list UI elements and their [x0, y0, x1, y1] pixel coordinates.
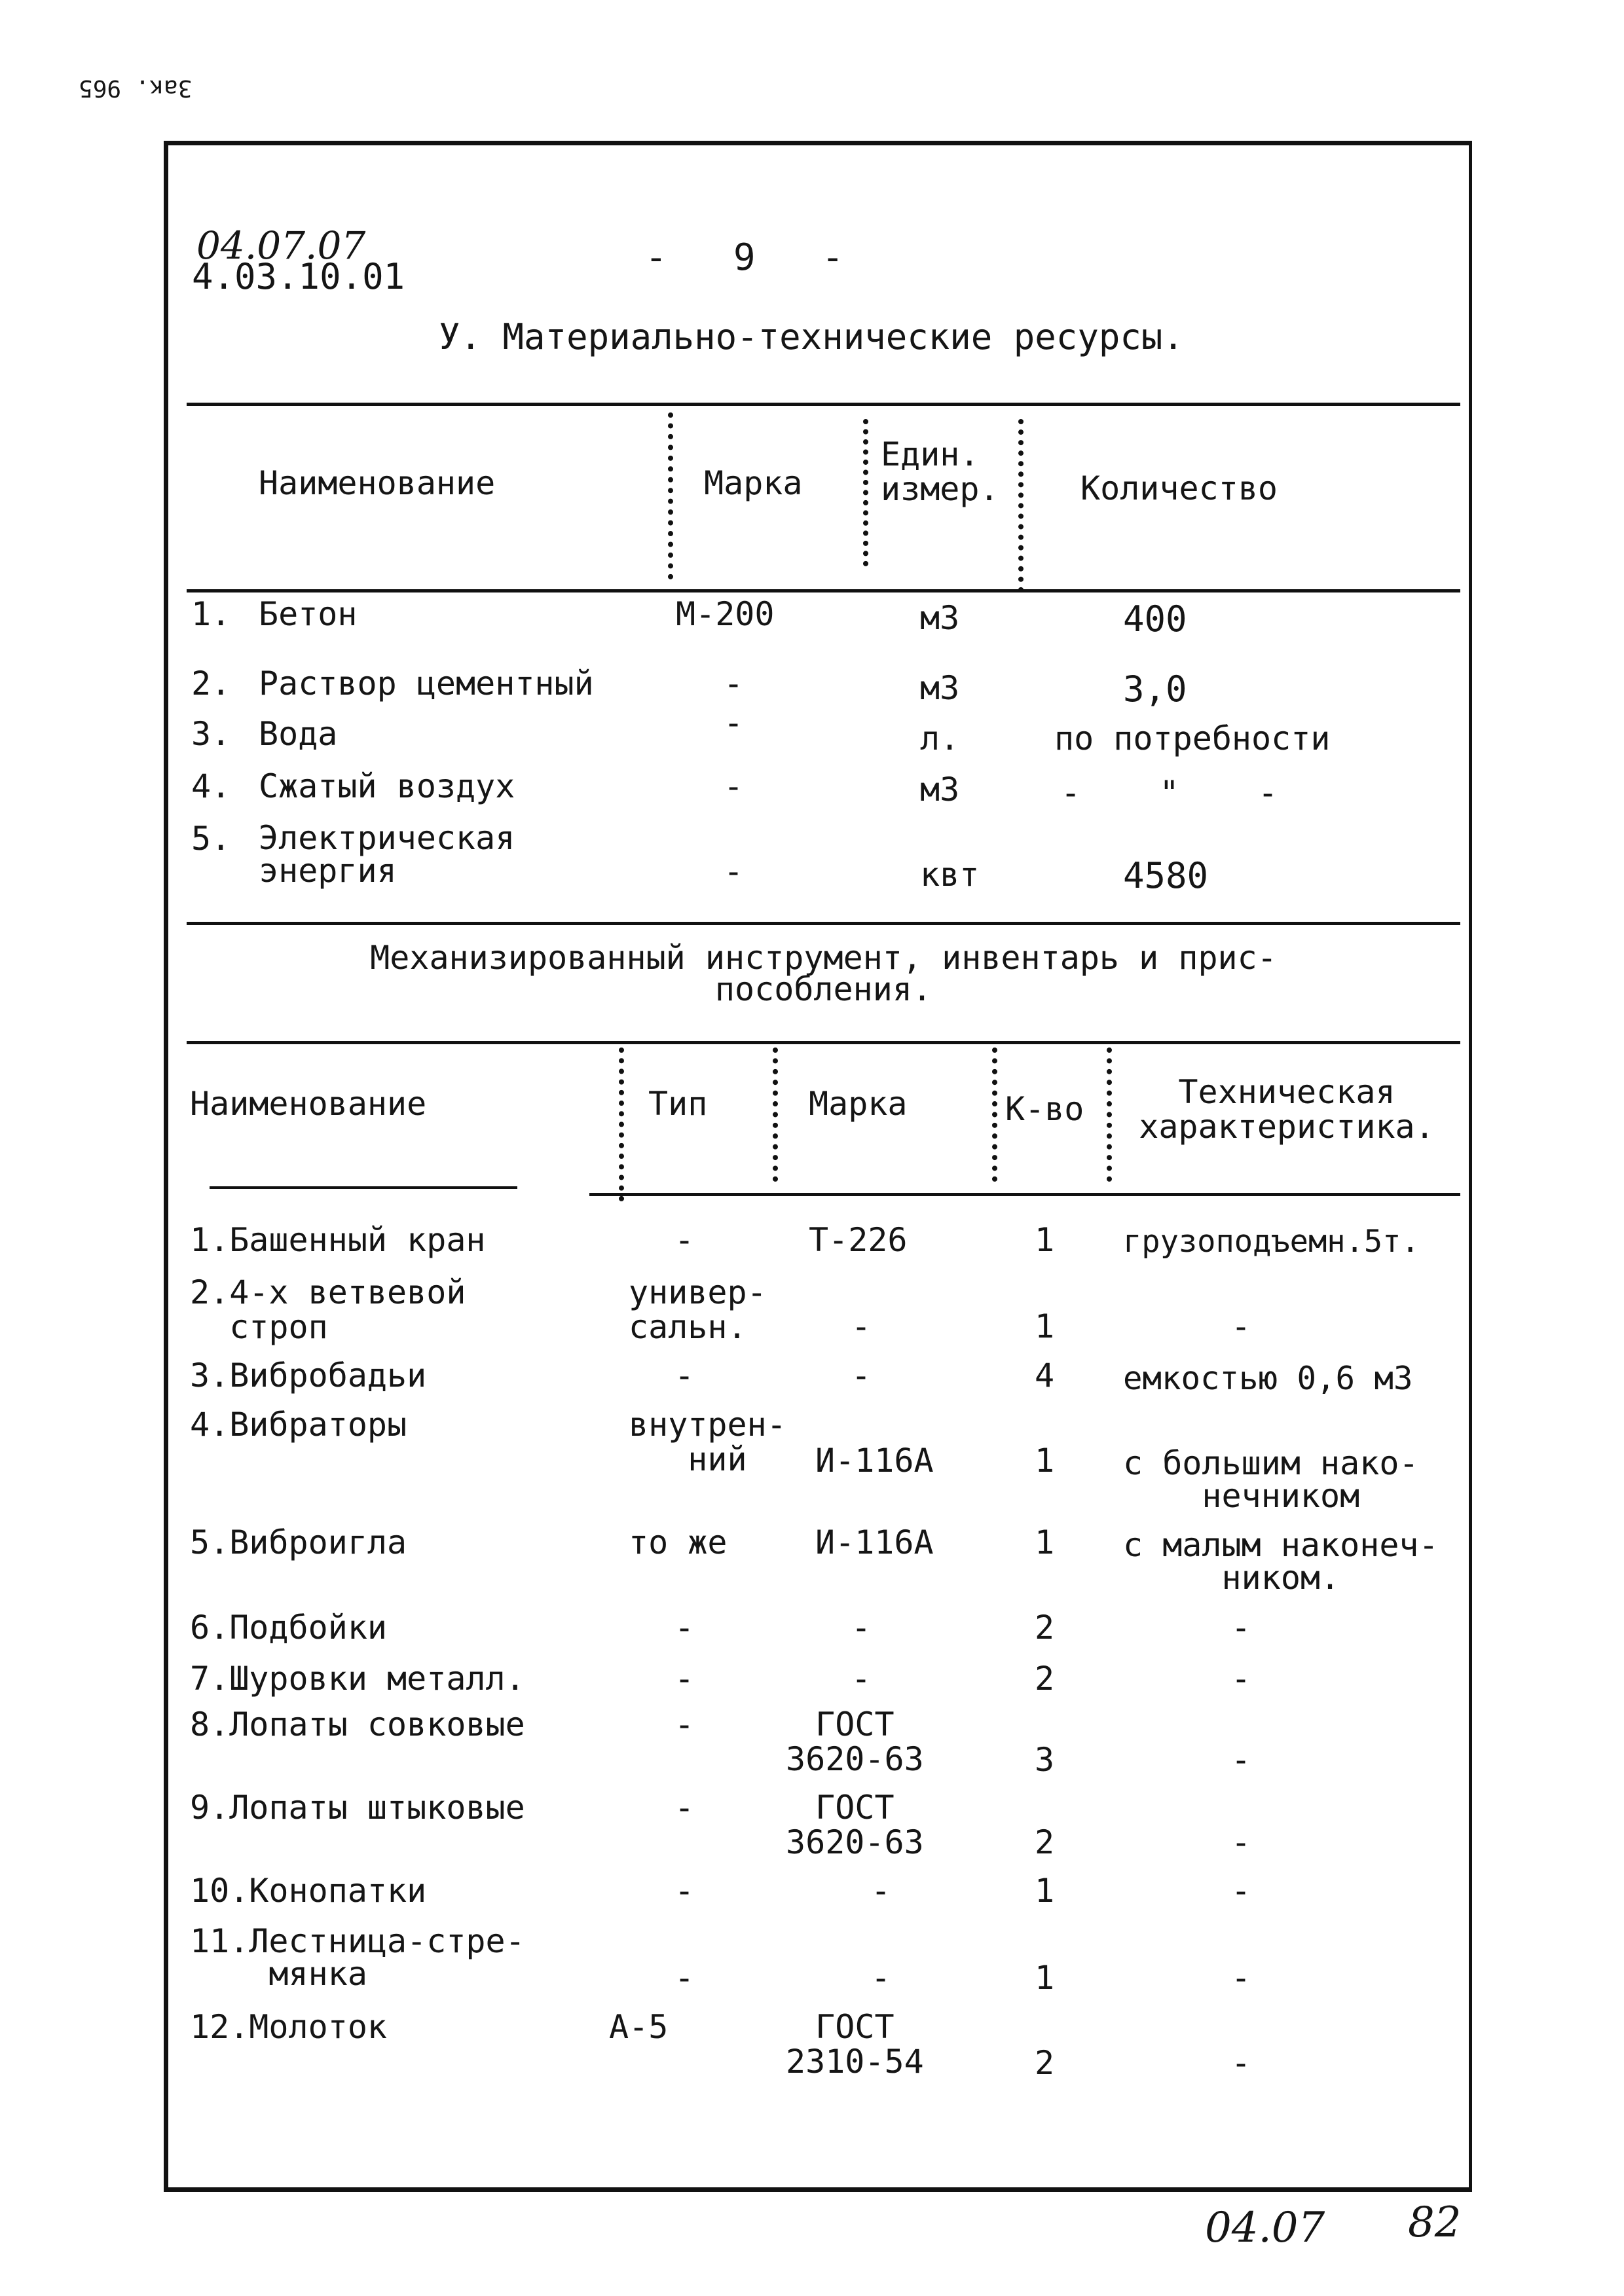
tools-row-qty: 1	[1035, 1442, 1055, 1480]
materials-row-unit: м3	[920, 771, 960, 809]
tools-row-qty: 1	[1035, 1959, 1055, 1997]
tools-row-mark: -	[851, 1357, 872, 1394]
materials-row-quantity: по потребности	[1054, 720, 1331, 757]
tools-row-type: А-5	[609, 2008, 669, 2046]
col-divider	[619, 1048, 633, 1201]
materials-row-mark: -	[724, 665, 744, 702]
tools-row-qty: 1	[1035, 1221, 1055, 1259]
tools-table-top-rule	[187, 1041, 1460, 1044]
col-divider	[1018, 419, 1033, 592]
materials-row-quantity: - " -	[1061, 774, 1278, 812]
col-divider	[863, 419, 877, 566]
tools-row-mark: -	[871, 1959, 891, 1997]
materials-row-name: Бетон	[259, 595, 358, 633]
tools-row-qty: 2	[1035, 2044, 1055, 2082]
tools-row-type: внутрен- ний	[629, 1406, 786, 1478]
materials-row-unit: м3	[920, 599, 960, 637]
materials-row-number: 4.	[191, 767, 231, 805]
tools-row-type: то же	[629, 1523, 728, 1561]
materials-row-number: 5.	[191, 820, 231, 858]
materials-row-number: 1.	[191, 595, 231, 633]
tools-row-mark: И-116А	[815, 1523, 934, 1561]
materials-row-mark: -	[724, 852, 744, 890]
order-mark: Зак. 965	[79, 74, 193, 101]
tools-row-mark: ГОСТ 3620-63	[786, 1705, 924, 1778]
col-divider	[668, 412, 682, 579]
tools-header-type: Тип	[648, 1085, 708, 1123]
tools-row-qty: 1	[1035, 1872, 1055, 1910]
tools-row-name: 3.Вибробадьи	[190, 1357, 427, 1394]
materials-row-name: Сжатый воздух	[259, 767, 515, 805]
tools-row-name: 11.Лестница-стре- мянка	[190, 1922, 525, 1993]
tools-row-type: -	[674, 1789, 695, 1827]
tools-row-qty: 4	[1035, 1357, 1055, 1394]
tools-row-name: 6.Подбойки	[190, 1609, 388, 1647]
tools-row-qty: 3	[1035, 1741, 1055, 1779]
materials-header-unit: Един. измер.	[881, 435, 999, 508]
materials-row-name: Вода	[259, 715, 338, 753]
materials-row-name: Раствор цементный	[259, 665, 594, 702]
tools-row-name: 9.Лопаты штыковые	[190, 1789, 525, 1827]
tools-header-rule	[589, 1193, 1460, 1196]
tools-row-name: 8.Лопаты совковые	[190, 1705, 525, 1743]
footer-page-number: 82	[1408, 2198, 1462, 2247]
materials-table-top-rule	[187, 403, 1460, 406]
handwritten-code: 04.07.07	[196, 223, 366, 268]
tools-header-name: Наименование	[190, 1085, 427, 1123]
materials-header-quantity: Количество	[1080, 469, 1278, 507]
tools-row-name: 10.Конопатки	[190, 1872, 427, 1910]
tools-row-qty: 2	[1035, 1609, 1055, 1647]
materials-row-name: Электрическая энергия	[259, 819, 515, 890]
materials-row-number: 3.	[191, 715, 231, 753]
tools-row-qty: 1	[1035, 1307, 1055, 1345]
tools-row-name: 1.Башенный кран	[190, 1221, 486, 1259]
materials-row-mark: М-200	[676, 595, 775, 633]
col-divider	[992, 1048, 1006, 1182]
tools-row-spec: -	[1231, 1609, 1251, 1647]
materials-row-quantity: 400	[1123, 598, 1187, 640]
tools-row-type: универ- сальн.	[629, 1273, 767, 1346]
tools-row-spec: с большим нако- нечником	[1123, 1444, 1419, 1515]
materials-header-rule	[187, 589, 1460, 592]
materials-row-mark: -	[724, 767, 744, 805]
tools-row-type: -	[674, 1959, 695, 1997]
tools-row-name: 7.Шуровки металл.	[190, 1660, 525, 1698]
tools-row-mark: ГОСТ 2310-54	[786, 2008, 924, 2081]
tools-row-spec: -	[1231, 1660, 1251, 1698]
tools-row-type: -	[674, 1872, 695, 1910]
tools-row-spec: емкостью 0,6 м3	[1123, 1360, 1413, 1397]
tools-row-mark: ГОСТ 3620-63	[786, 1789, 924, 1861]
tools-header-mark: Марка	[809, 1085, 908, 1123]
tools-row-type: -	[674, 1357, 695, 1394]
tools-row-spec: -	[1231, 1741, 1251, 1779]
tools-row-spec: -	[1231, 1823, 1251, 1861]
materials-header-name: Наименование	[259, 464, 496, 502]
tools-row-spec: -	[1231, 1872, 1251, 1910]
tools-header-spec: Техническая характеристика.	[1139, 1073, 1435, 1146]
col-divider	[773, 1048, 787, 1182]
doc-code: 4.03.10.01	[192, 256, 405, 297]
tools-row-qty: 2	[1035, 1660, 1055, 1698]
materials-row-number: 2.	[191, 665, 231, 702]
materials-header-mark: Марка	[704, 464, 803, 502]
tools-row-spec: -	[1231, 1959, 1251, 1997]
tools-row-name: 4.Вибраторы	[190, 1406, 407, 1444]
materials-row-mark: -	[724, 704, 744, 742]
tools-row-spec: -	[1231, 2044, 1251, 2082]
footer-code: 04.07	[1205, 2204, 1325, 2252]
tools-header-qty: К-во	[1005, 1090, 1084, 1128]
tools-row-type: -	[674, 1660, 695, 1698]
tools-row-mark: И-116А	[815, 1442, 934, 1480]
tools-row-qty: 1	[1035, 1523, 1055, 1561]
tools-row-spec: грузоподъемн.5т.	[1123, 1224, 1420, 1260]
materials-row-quantity: 3,0	[1123, 668, 1187, 710]
tools-row-mark: -	[851, 1660, 872, 1698]
tools-row-type: -	[674, 1705, 695, 1743]
tools-row-qty: 2	[1035, 1823, 1055, 1861]
materials-row-unit: квт	[920, 856, 980, 894]
tools-row-mark: Т-226	[809, 1221, 908, 1259]
materials-table-bottom-rule	[187, 922, 1460, 925]
tools-row-spec: -	[1231, 1307, 1251, 1345]
tools-row-mark: -	[871, 1872, 891, 1910]
tools-row-name: 12.Молоток	[190, 2008, 388, 2046]
materials-row-unit: л.	[920, 720, 960, 757]
section-title: У. Материально-технические ресурсы.	[439, 316, 1184, 357]
tools-row-type: -	[674, 1609, 695, 1647]
materials-row-unit: м3	[920, 669, 960, 707]
tools-row-spec: с малым наконеч- ником.	[1123, 1526, 1439, 1597]
tools-row-mark: -	[851, 1307, 872, 1345]
tools-row-type: -	[674, 1221, 695, 1259]
materials-row-quantity: 4580	[1123, 855, 1209, 896]
tools-row-name: 2.4-х ветвевой строп	[190, 1273, 466, 1346]
tools-row-mark: -	[851, 1609, 872, 1647]
tools-section-title: Механизированный инструмент, инвентарь и прис- пособления.	[370, 939, 1277, 1008]
page-number: - 9 -	[645, 236, 844, 279]
tools-subheader-rule	[210, 1186, 517, 1189]
tools-row-name: 5.Виброигла	[190, 1523, 407, 1561]
